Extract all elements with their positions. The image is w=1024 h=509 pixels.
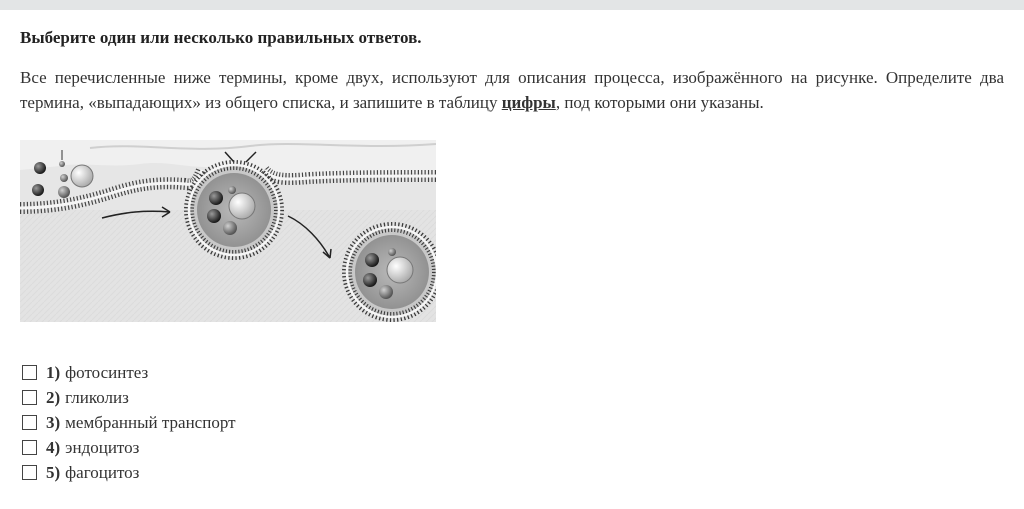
task-instruction: Выберите один или несколько правильных ответов. — [20, 28, 422, 47]
endocytosis-illustration — [20, 140, 436, 322]
checkbox-4[interactable] — [22, 440, 37, 455]
question-text-after: , под которыми они указаны. — [555, 93, 764, 112]
option-number: 5) — [46, 462, 61, 482]
answer-option-4[interactable] — [20, 435, 236, 460]
checkbox-3[interactable] — [22, 415, 37, 430]
endocytosis-figure — [20, 140, 436, 322]
top-bar — [0, 0, 1024, 10]
checkbox-2[interactable] — [22, 390, 37, 405]
answer-option-1[interactable] — [20, 360, 236, 385]
option-number: 1) — [46, 362, 61, 382]
option-label: фотосинтез — [65, 362, 149, 382]
option-label: мембранный транспорт — [65, 412, 236, 432]
option-label: гликолиз — [65, 387, 129, 407]
option-label: фагоцитоз — [65, 462, 140, 482]
answer-options — [20, 360, 236, 485]
option-number: 4) — [46, 437, 61, 457]
checkbox-1[interactable] — [22, 365, 37, 380]
question-emphasis: цифры — [501, 93, 556, 112]
question-text-before: Все перечисленные ниже термины, кроме двух, используют для описания процесса, изображённого на рисунке. Определите два термина, «выпадающих» из общего списка, и запишите в таблицу — [20, 68, 1004, 112]
option-number: 3) — [46, 412, 61, 432]
answer-option-5[interactable] — [20, 460, 236, 485]
question-text — [20, 65, 1004, 115]
option-number: 2) — [46, 387, 61, 407]
answer-option-3[interactable] — [20, 410, 236, 435]
answer-option-2[interactable] — [20, 385, 236, 410]
option-label: эндоцитоз — [65, 437, 140, 457]
checkbox-5[interactable] — [22, 465, 37, 480]
